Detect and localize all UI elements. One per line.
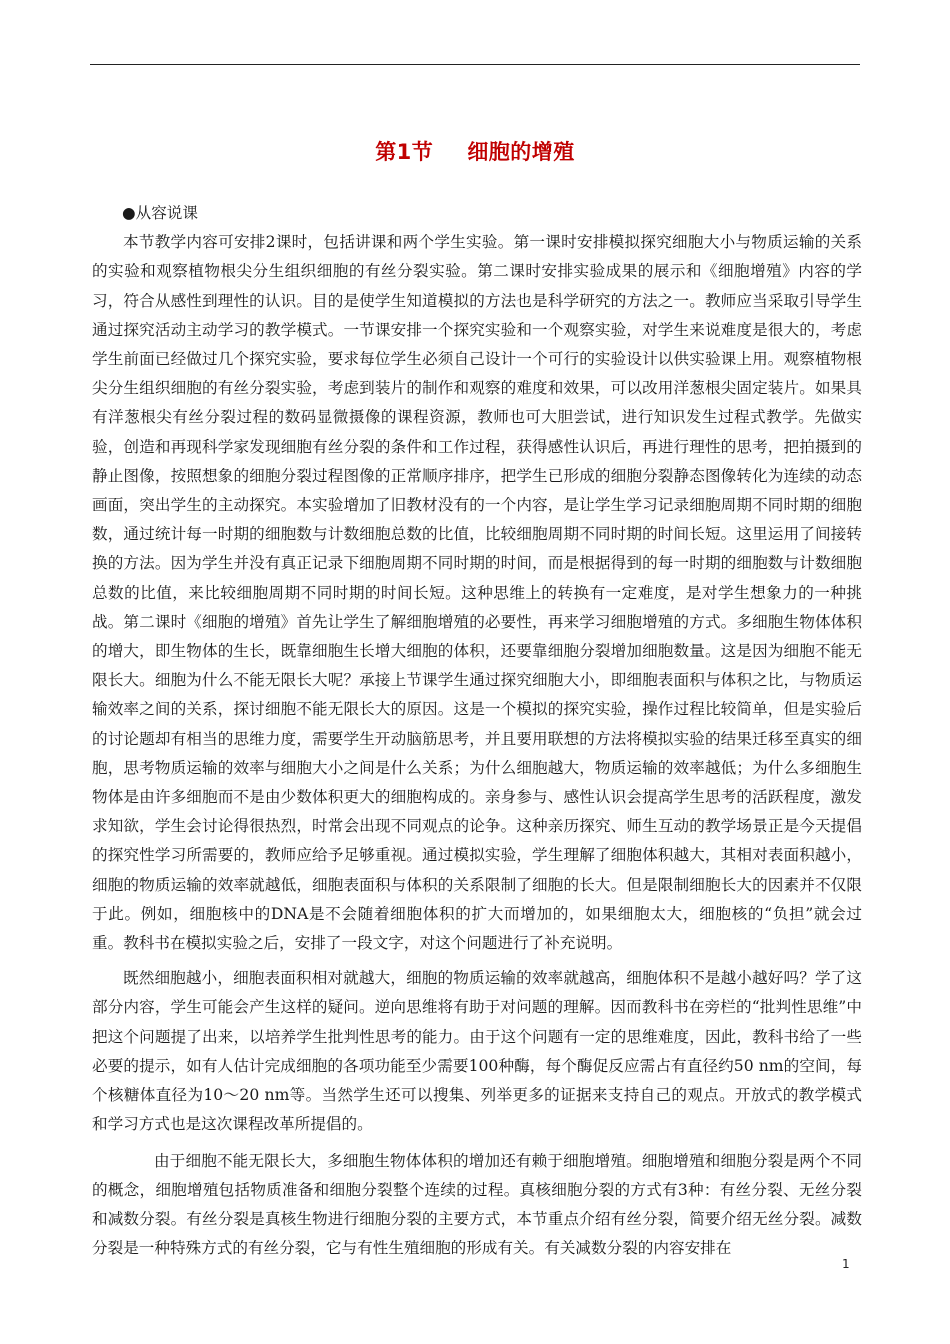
section-title: 细胞的增殖 [467, 140, 575, 164]
section-number: 第1节 [375, 140, 434, 164]
page-number: 1 [842, 1257, 850, 1271]
paragraph: 本节教学内容可安排2课时，包括讲课和两个学生实验。第一课时安排模拟探究细胞大小与物质运输的关系的实验和观察植物根尖分生组织细胞的有丝分裂实验。第二课时安排实验成果的展示和《细胞增殖》内容的学习，符合从感性到理性的认识。目的是使学生知道模拟的方法也是科学研究的方法之一。教师应当采取引导学生通过探究活动主动学习的教学模式。一节课安排一个探究实验和一个观察实验，对学生来说难度是很大的，考虑学生前面已经做过几个探究实验，要求每位学生必须自己设计一个可行的实验设计以供实验课上用。观察植物根尖分生组织细胞的有丝分裂实验，考虑到装片的制作和观察的难度和效果，可以改用洋葱根尖固定装片。如果具有洋葱根尖有丝分裂过程的数码显微摄像的课程资源，教师也可大胆尝试，进行知识发生过程式教学。先做实验，创造和再现科学家发现细胞有丝分裂的条件和工作过程，获得感性认识后，再进行理性的思考，把拍摄到的静止图像，按照想象的细胞分裂过程图像的正常顺序排序，把学生已形成的细胞分裂静态图像转化为连续的动态画面，突出学生的主动探究。本实验增加了旧教材没有的一个内容，是让学生学习记录细胞周期不同时期的细胞数，通过统计每一时期的细胞数与计数细胞总数的比值，比较细胞周期不同时期的时间长短。这里运用了间接转换的方法。因为学生并没有真正记录下细胞周期不同时期的时间，而是根据得到的每一时期的细胞数与计数细胞总数的比值，来比较细胞周期不同时期的时间长短。这种思维上的转换有一定难度，是对学生想象力的一种挑战。第二课时《细胞的增殖》首先让学生了解细胞增殖的必要性，再来学习细胞增殖的方式。多细胞生物体体积的增大，即生物体的生长，既靠细胞生长增大细胞的体积，还要靠细胞分裂增加细胞数量。这是因为细胞不能无限长大。细胞为什么不能无限长大呢？承接上节课学生通过探究细胞大小，即细胞表面积与体积之比，与物质运输效率之间的关系，探讨细胞不能无限长大的原因。这是一个模拟的探究实验，操作过程比较简单，但是实验后的讨论题却有相当的思维力度，需要学生开动脑筋思考，并且要用联想的方法将模拟实验的结果迁移至真实的细胞，思考物质运输的效率与细胞大小之间是什么关系；为什么细胞越大，物质运输的效率越低；为什么多细胞生物体是由许多细胞而不是由少数体积更大的细胞构成的。亲身参与、感性认识会提高学生思考的活跃程度，激发求知欲，学生会讨论得很热烈，时常会出现不同观点的论争。这种亲历探究、师生互动的教学场景正是今天提倡的探究性学习所需要的，教师应给予足够重视。通过模拟实验，学生理解了细胞体积越大，其相对表面积越小，细胞的物质运输的效率就越低，细胞表面积与体积的关系限制了细胞的长大。但是限制细胞长大的因素并不仅限于此。例如，细胞核中的DNA是不会随着细胞体积的扩大而增加的，如果细胞太大，细胞核的“负担”就会过重。教科书在模拟实验之后，安排了一段文字，对这个问题进行了补充说明。 [92, 233, 863, 953]
paragraph: 既然细胞越小，细胞表面积相对就越大，细胞的物质运输的效率就越高，细胞体积不是越小越好吗？学了这部分内容，学生可能会产生这样的疑问。逆向思维将有助于对问题的理解。因而教科书在旁栏的“批判性思维”中把这个问题提了出来，以培养学生批判性思考的能力。由于这个问题有一定的思维难度，因此，教科书给了一些必要的提示，如有人估计完成细胞的各项功能至少需要100种酶，每个酶促反应需占有直径约50 nm的空间，每个核糖体直径为10～20 nm等。当然学生还可以搜集、列举更多的证据来支持自己的观点。开放式的教学模式和学习方式也是这次课程改革所提倡的。 [92, 969, 862, 1134]
document-body [92, 199, 862, 1263]
section-heading: ●从容说课 [122, 204, 198, 222]
paragraph: 由于细胞不能无限长大，多细胞生物体体积的增加还有赖于细胞增殖。细胞增殖和细胞分裂是两个不同的概念，细胞增殖包括物质准备和细胞分裂整个连续的过程。真核细胞分裂的方式有3种：有丝分裂、无丝分裂和减数分裂。有丝分裂是真核生物进行细胞分裂的主要方式，本节重点介绍有丝分裂，简要介绍无丝分裂。减数分裂是一种特殊方式的有丝分裂，它与有性生殖细胞的形成有关。有关减数分裂的内容安排在 [92, 1151, 862, 1258]
header-rule [90, 64, 860, 65]
page-title [0, 136, 950, 166]
